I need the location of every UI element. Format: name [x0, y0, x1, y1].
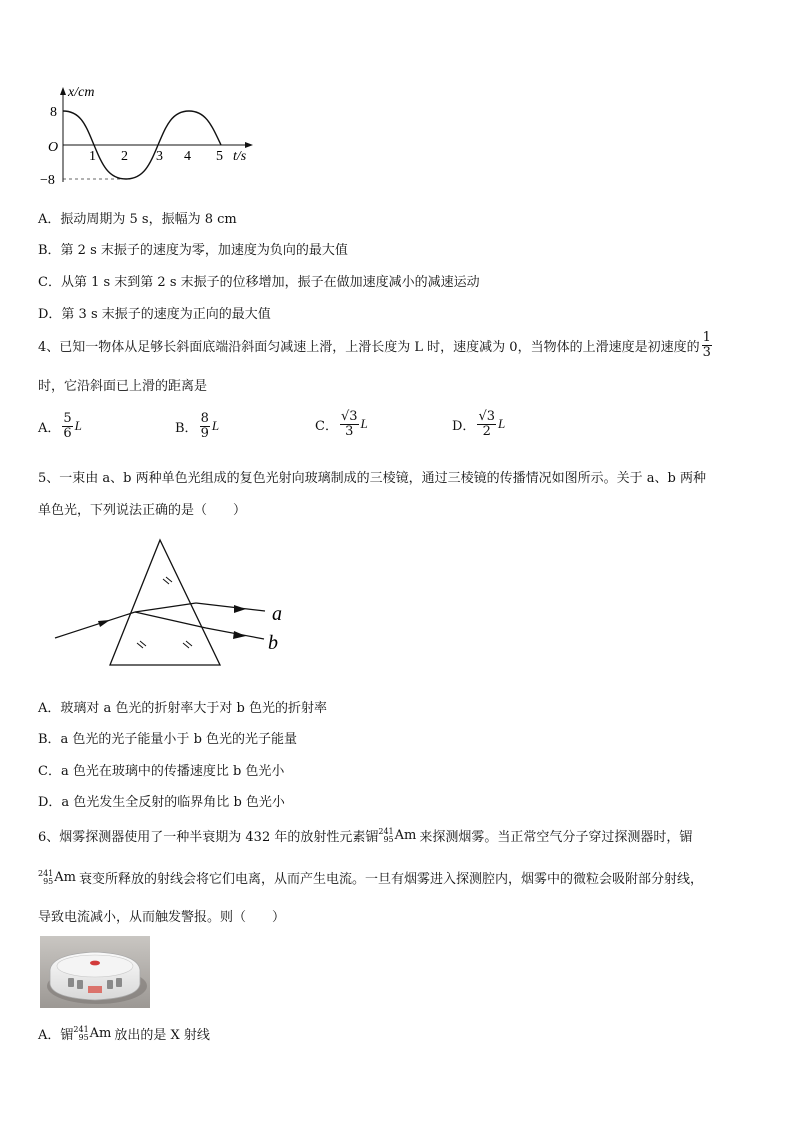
- q6-stem-line3: 导致电流减小，从而触发警报。则（ ）: [38, 910, 286, 925]
- graph-x-label: t/s: [233, 149, 247, 164]
- q6-isotope2-numbers: [38, 870, 53, 886]
- prism-diagram: [50, 535, 290, 670]
- q4-choice-c-den: 3: [345, 423, 354, 439]
- q6-option-a-pre: A．镅: [38, 1028, 74, 1043]
- q6-option-a-isotope-mass: 241: [73, 1024, 89, 1034]
- graph-x-tick-3: 3: [156, 149, 163, 164]
- graph-y-label: x/cm: [68, 85, 95, 100]
- q4-choice-d-den: 2: [482, 423, 491, 439]
- q4-choice-b: [175, 412, 219, 440]
- inside-ray-a: [135, 603, 196, 612]
- graph-x-tick-4: 4: [184, 149, 191, 164]
- q4-choice-a-num: 5: [63, 411, 72, 426]
- q6-isotope-numbers: [378, 828, 393, 844]
- q5-option-a: A．玻璃对 a 色光的折射率大于对 b 色光的折射率: [38, 701, 327, 716]
- graph-x-arrow: [245, 142, 253, 148]
- graph-x-tick-1: 1: [89, 149, 96, 164]
- q4-choice-d-frac: [477, 410, 496, 438]
- q6-option-a-isotope-numbers: [73, 1026, 88, 1042]
- q6-option-a-isotope-atomic: 95: [78, 1032, 89, 1042]
- q4-choice-a-frac: [62, 412, 72, 440]
- q6-isotope2-symbol: Am: [54, 870, 76, 885]
- oscillation-graph: [36, 82, 266, 192]
- graph-x-tick-5: 5: [216, 149, 223, 164]
- q4-choice-a-den: 6: [63, 425, 72, 441]
- q4-choice-d: [452, 410, 505, 438]
- ray-a-label: a: [272, 603, 282, 625]
- q4-choice-a-label: A．: [38, 420, 61, 436]
- emerging-ray-a-arrow: [234, 605, 246, 613]
- q5-option-d: D．a 色光发生全反射的临界角比 b 色光小: [38, 795, 285, 810]
- ray-b-label: b: [268, 632, 278, 654]
- incident-ray-arrow: [98, 620, 110, 627]
- q4-choice-d-num: √3: [478, 409, 495, 424]
- q4-choice-b-den: 9: [200, 425, 209, 441]
- q6-isotope-mass: 241: [378, 826, 394, 836]
- q5-stem-line1: 5、一束由 a、b 两种单色光组成的复色光射向玻璃制成的三棱镜，通过三棱镜的传播情况如图所示。关于 a、b 两种: [38, 471, 706, 486]
- q4-frac-num: 1: [702, 330, 711, 345]
- q4-choice-c-num: √3: [340, 409, 358, 424]
- q3-option-d: D．第 3 s 末振子的速度为正向的最大值: [38, 307, 271, 322]
- q4-frac-den: 3: [702, 344, 711, 360]
- q4-stem-line2: 时，它沿斜面已上滑的距离是: [38, 379, 208, 394]
- q4-stem-text: 4、已知一物体从足够长斜面底端沿斜面匀减速上滑，上滑长度为 L 时，速度减为 0，当物体的上滑速度是初速度的: [38, 339, 700, 355]
- q6-option-a: [38, 1024, 210, 1043]
- q3-option-a: A．振动周期为 5 s，振幅为 8 cm: [38, 212, 237, 227]
- q5-option-c: C．a 色光在玻璃中的传播速度比 b 色光小: [38, 764, 285, 779]
- q4-choice-b-frac: [200, 412, 210, 440]
- emerging-ray-a: [196, 603, 265, 611]
- glass-hatch-marks: [137, 577, 192, 648]
- q3-option-c: C．从第 1 s 末到第 2 s 末振子的位移增加，振子在做加速度减小的减速运动: [38, 275, 480, 290]
- q6-isotope2-atomic: 95: [43, 876, 54, 886]
- q6-stem-line1-pre: 6、烟雾探测器使用了一种半衰期为 432 年的放射性元素镅: [38, 830, 379, 845]
- q6-stem-line1: [38, 826, 692, 845]
- q4-choice-d-var: L: [498, 416, 506, 432]
- q6-isotope-symbol: Am: [394, 828, 417, 843]
- q4-stem-fraction: [702, 331, 712, 359]
- q4-choice-b-var: L: [211, 418, 220, 434]
- graph-y-arrow: [60, 87, 66, 95]
- q4-choice-c: [315, 410, 368, 438]
- q5-option-b: B．a 色光的光子能量小于 b 色光的光子能量: [38, 732, 298, 747]
- graph-y-tick-bottom: −8: [40, 173, 55, 188]
- q3-option-b: B．第 2 s 末振子的速度为零，加速度为负向的最大值: [38, 243, 348, 258]
- smoke-detector-photo: [40, 936, 150, 1008]
- q6-isotope-atomic: 95: [383, 834, 394, 844]
- q4-choice-b-label: B．: [175, 420, 198, 436]
- q6-option-a-post: 放出的是 X 射线: [114, 1028, 210, 1043]
- q4-choice-c-frac: [340, 410, 359, 438]
- q4-choice-a-var: L: [74, 418, 82, 434]
- graph-origin-label: O: [48, 140, 59, 155]
- q6-isotope2-mass: 241: [38, 868, 54, 878]
- graph-y-tick-top: 8: [50, 105, 57, 120]
- q4-choice-a: [38, 412, 82, 440]
- prism-triangle: [110, 540, 220, 665]
- q6-stem-line1-post: 来探测烟雾。当正常空气分子穿过探测器时，镅: [419, 830, 693, 845]
- q4-stem-line1: [38, 331, 714, 359]
- q4-choice-c-var: L: [360, 416, 368, 432]
- q4-choice-b-num: 8: [200, 411, 209, 426]
- q5-stem-line2: 单色光，下列说法正确的是（ ）: [38, 503, 247, 518]
- q6-stem-line2: [38, 868, 703, 887]
- q4-choice-d-label: D．: [452, 418, 476, 434]
- q6-option-a-isotope-symbol: Am: [89, 1026, 112, 1041]
- q6-stem-line2-post: 衰变所释放的射线会将它们电离，从而产生电流。一旦有烟雾进入探测腔内，烟雾中的微粒会吸附部分射线，: [79, 872, 704, 887]
- q4-choice-c-label: C．: [315, 418, 338, 434]
- graph-x-tick-2: 2: [121, 149, 128, 164]
